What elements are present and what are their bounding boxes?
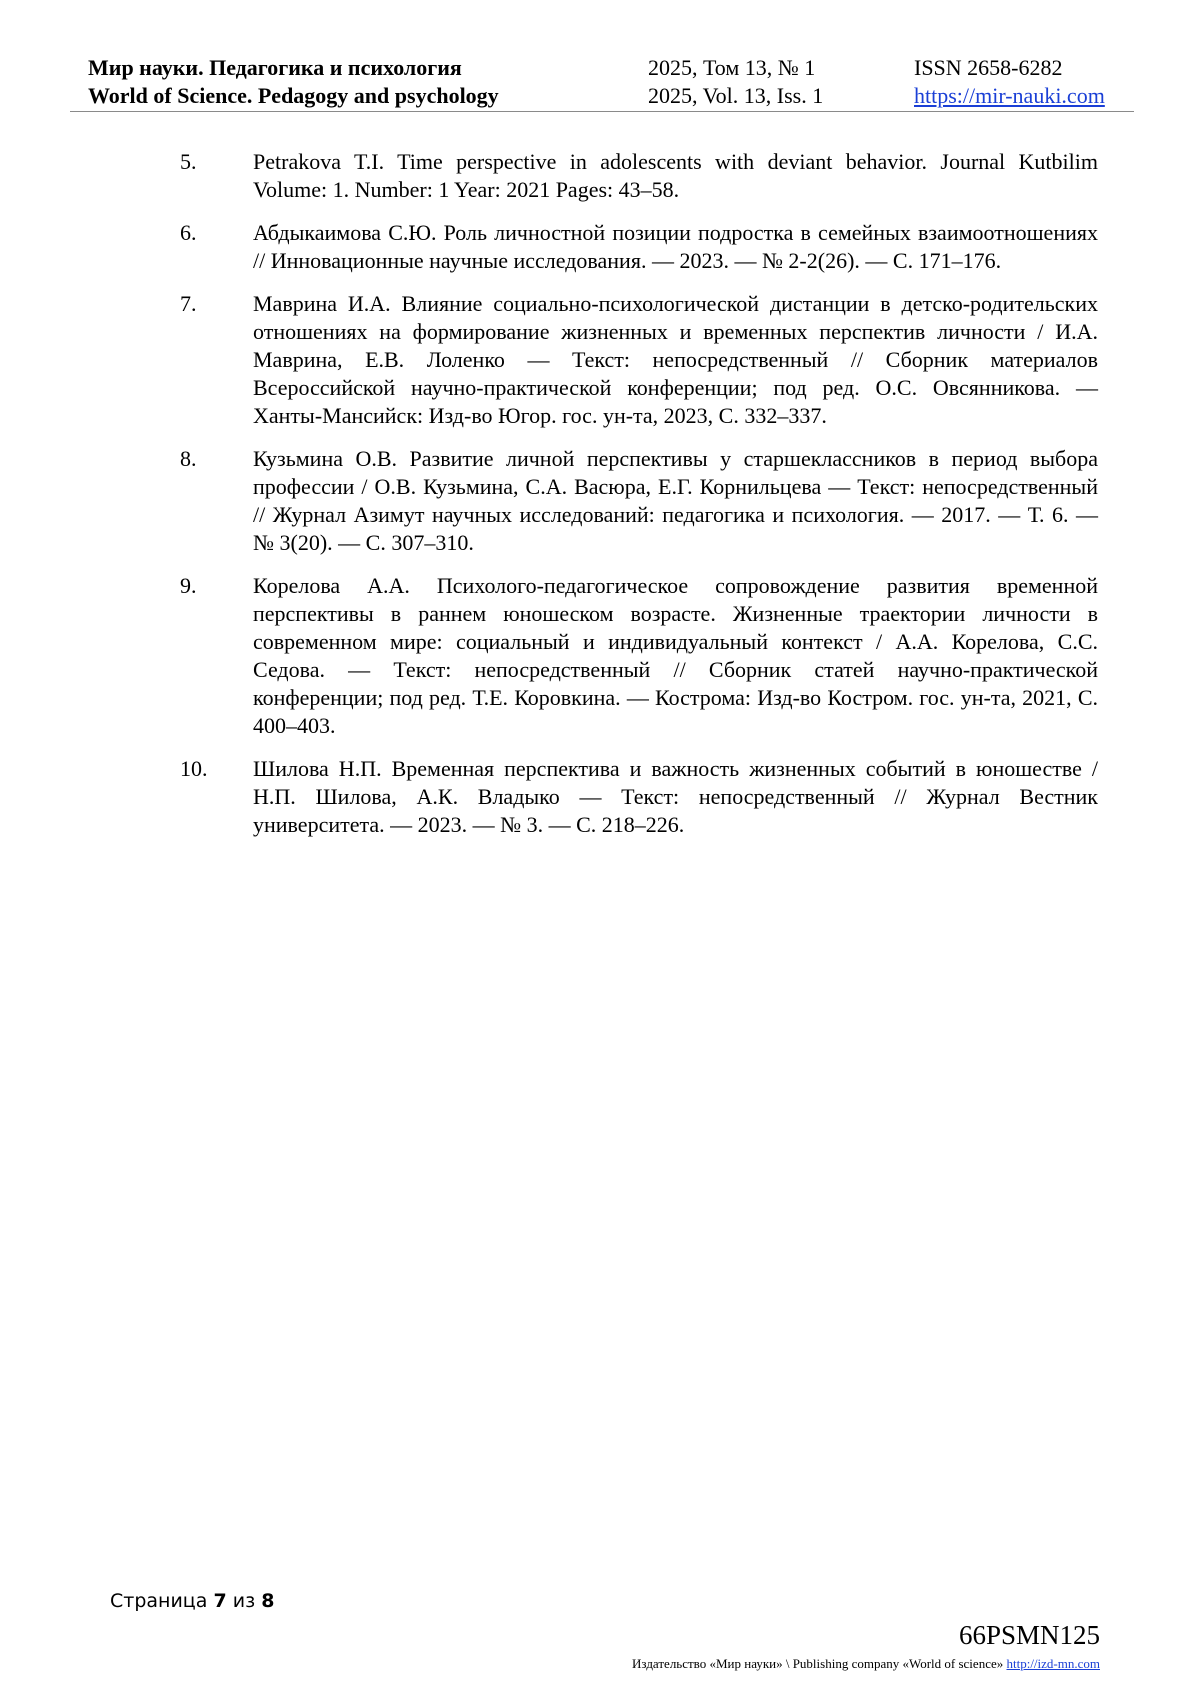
issue-info-ru: 2025, Том 13, № 1 bbox=[648, 55, 816, 80]
reference-item bbox=[180, 445, 1098, 557]
header-divider bbox=[70, 111, 1134, 112]
page-label: Страница bbox=[110, 1590, 208, 1612]
reference-item bbox=[180, 290, 1098, 430]
reference-number: 9. bbox=[180, 573, 197, 598]
reference-number: 8. bbox=[180, 446, 197, 471]
page-separator: из bbox=[232, 1590, 256, 1612]
reference-item bbox=[180, 148, 1098, 204]
page-counter bbox=[110, 1590, 274, 1612]
issn: ISSN 2658-6282 bbox=[914, 55, 1063, 80]
reference-text: Кузьмина О.В. Развитие личной перспективы у старшеклассников в период выбора профессии / О.В. Кузьмина, С.А. Васюра, Е.Г. Корнильцева — Текст: непосредственный // Журнал Азимут научных исследований: педагогика и психология. — 2017. — Т. 6. — № 3(20). — С. 307–310. bbox=[253, 446, 1098, 555]
reference-text: Маврина И.А. Влияние социально-психологической дистанции в детско-родительских отношениях на формирование жизненных и временных перспектив личности / И.А. Маврина, Е.В. Лоленко — Текст: непосредственный // Сборник материалов Всероссийской научно-практической конференции; под ред. О.С. Овсянникова. — Ханты-Мансийск: Изд-во Югор. гос. ун-та, 2023, С. 332–337. bbox=[253, 291, 1098, 428]
page-total: 8 bbox=[261, 1590, 275, 1612]
journal-title-en: World of Science. Pedagogy and psychology bbox=[88, 83, 499, 108]
reference-text: Шилова Н.П. Временная перспектива и важность жизненных событий в юношестве / Н.П. Шилова, А.К. Владыко — Текст: непосредственный // Журнал Вестник университета. — 2023. — № 3. — С. 218–226. bbox=[253, 756, 1098, 837]
reference-item bbox=[180, 219, 1098, 275]
publisher-name: Издательство «Мир науки» \ Publishing company «World of science» bbox=[632, 1656, 1004, 1671]
page-header bbox=[88, 54, 1118, 110]
publisher-link[interactable]: http://izd-mn.com bbox=[1006, 1656, 1100, 1671]
reference-text: Абдыкаимова С.Ю. Роль личностной позиции подростка в семейных взаимоотношениях // Инновационные научные исследования. — 2023. — № 2-2(26). — С. 171–176. bbox=[253, 220, 1098, 273]
header-row-ru bbox=[88, 54, 1118, 82]
journal-title-ru: Мир науки. Педагогика и психология bbox=[88, 55, 462, 80]
reference-item bbox=[180, 755, 1098, 839]
reference-number: 10. bbox=[180, 756, 208, 781]
header-row-en bbox=[88, 82, 1118, 110]
reference-text: Petrakova T.I. Time perspective in adolescents with deviant behavior. Journal Kutbilim Volume: 1. Number: 1 Year: 2021 Pages: 43–58. bbox=[253, 149, 1098, 202]
reference-number: 7. bbox=[180, 291, 197, 316]
article-code: 66PSMN125 bbox=[958, 1620, 1100, 1650]
journal-site-link[interactable]: https://mir-nauki.com bbox=[914, 83, 1105, 108]
page-current: 7 bbox=[213, 1590, 227, 1612]
reference-item bbox=[180, 572, 1098, 740]
reference-number: 6. bbox=[180, 220, 197, 245]
reference-number: 5. bbox=[180, 149, 197, 174]
publisher-line bbox=[632, 1656, 1100, 1672]
issue-info-en: 2025, Vol. 13, Iss. 1 bbox=[648, 83, 824, 108]
reference-list bbox=[180, 148, 1098, 854]
reference-text: Корелова А.А. Психолого-педагогическое сопровождение развития временной перспективы в раннем юношеском возрасте. Жизненные траектории личности в современном мире: социальный и индивидуальный контекст / А.А. Корелова, С.С. Седова. — Текст: непосредственный // Сборник статей научно-практической конференции; под ред. Т.Е. Коровкина. — Кострома: Изд-во Костром. гос. ун-та, 2021, С. 400–403. bbox=[253, 573, 1098, 738]
